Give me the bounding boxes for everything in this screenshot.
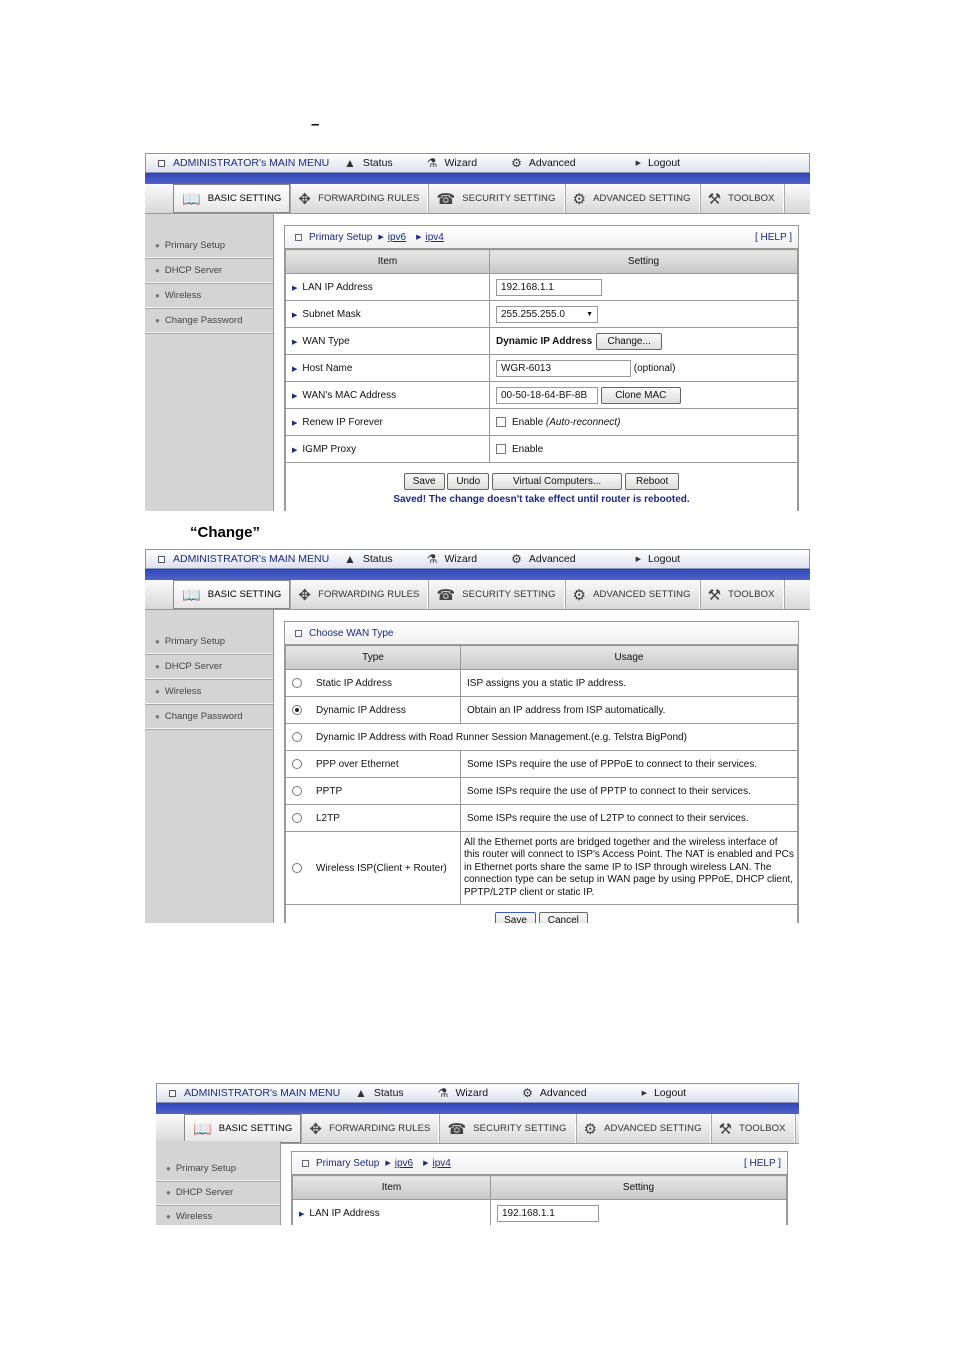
primary-setup-panel [291, 1151, 788, 1225]
table-row: ▶ Host Name WGR-6013 (optional) [286, 355, 798, 382]
sidebar-item-wireless[interactable]: ● Wireless [145, 679, 273, 704]
sidebar [145, 610, 274, 923]
status-link[interactable]: ▲ Status [355, 1086, 404, 1100]
toolbox-icon: ⚒ [707, 190, 722, 208]
logout-arrow-icon: ▶ [635, 160, 641, 167]
sidebar-item-primary-setup[interactable]: ● Primary Setup [145, 629, 273, 654]
status-link[interactable]: ▲ Status [344, 552, 393, 566]
table-row: L2TP Some ISPs require the use of L2TP to connect to their services. [286, 805, 798, 832]
advanced-link[interactable]: ⚙ Advanced [522, 1086, 587, 1100]
tab-bar [156, 1114, 799, 1144]
main-menu-title: ADMINISTRATOR's MAIN MENU [158, 553, 344, 565]
table-row [286, 463, 798, 512]
clone-mac-button[interactable]: Clone MAC [601, 387, 681, 404]
sidebar-item-change-password[interactable]: ● Change Password [145, 704, 273, 729]
status-icon: ▲ [344, 156, 356, 170]
tab-advanced-setting[interactable]: ⚙ ADVANCED SETTING [565, 184, 700, 213]
wizard-icon: ⚗ [426, 552, 438, 566]
host-name-input[interactable]: WGR-6013 [496, 360, 631, 377]
tab-basic-setting[interactable]: 📖 BASIC SETTING [173, 580, 290, 609]
primary-setup-table [285, 249, 798, 511]
breadcrumb: Primary Setup ▶ ipv6 ▶ ipv4 [ HELP ] [285, 226, 798, 249]
main-menu-title: ADMINISTRATOR's MAIN MENU [158, 157, 344, 169]
advanced-setting-icon: ⚙ [572, 586, 587, 604]
sidebar-item-dhcp-server[interactable]: ● DHCP Server [145, 258, 273, 283]
table-row: ▶ IGMP Proxy Enable [286, 436, 798, 463]
table-row: PPP over Ethernet Some ISPs require the use of PPPoE to connect to their services. [286, 751, 798, 778]
toolbox-icon: ⚒ [718, 1120, 733, 1138]
main-menu-title: ADMINISTRATOR's MAIN MENU [169, 1087, 355, 1099]
table-row [286, 905, 798, 924]
tab-forwarding-rules[interactable]: ✥ FORWARDING RULES [290, 580, 428, 609]
col-setting: Setting [490, 250, 798, 274]
save-button[interactable]: Save [404, 473, 445, 490]
status-icon: ▲ [344, 552, 356, 566]
blue-band [156, 1103, 799, 1114]
radio-pptp[interactable] [292, 786, 302, 796]
menu-square-icon [169, 1090, 176, 1097]
book-icon: 📖 [193, 1120, 212, 1138]
tab-security-setting[interactable]: ☎ SECURITY SETTING [428, 580, 564, 609]
tab-advanced-setting[interactable]: ⚙ ADVANCED SETTING [565, 580, 700, 609]
logout-link[interactable]: ▶ Logout [635, 553, 681, 565]
tab-bar [145, 184, 810, 214]
top-menu-bar [145, 153, 810, 173]
wan-type-panel [284, 621, 799, 923]
undo-button[interactable]: Undo [447, 473, 489, 490]
table-row: ▶ Subnet Mask 255.255.255.0 ▼ [286, 301, 798, 328]
logout-arrow-icon: ▶ [641, 1090, 647, 1097]
radio-l2tp[interactable] [292, 813, 302, 823]
radio-wireless-isp[interactable] [292, 863, 302, 873]
tab-toolbox[interactable]: ⚒ TOOLBOX [700, 184, 784, 213]
menu-square-icon [158, 556, 165, 563]
col-usage: Usage [461, 646, 798, 670]
radio-static-ip[interactable] [292, 678, 302, 688]
sidebar [156, 1141, 281, 1225]
wizard-icon: ⚗ [426, 156, 438, 170]
table-row: Dynamic IP Address with Road Runner Session Management.(e.g. Telstra BigPond) [286, 724, 798, 751]
lan-ip-input[interactable]: 192.168.1.1 [497, 1205, 599, 1222]
virtual-computers-button[interactable]: Virtual Computers... [492, 473, 622, 490]
table-row: ▶ WAN Type Dynamic IP Address Change... [286, 328, 798, 355]
wan-type-table [285, 645, 798, 923]
security-icon: ☎ [436, 190, 456, 208]
advanced-setting-icon: ⚙ [583, 1120, 598, 1138]
advanced-icon: ⚙ [511, 552, 522, 566]
table-row: Static IP Address ISP assigns you a static IP address. [286, 670, 798, 697]
tab-security-setting[interactable]: ☎ SECURITY SETTING [439, 1114, 575, 1143]
igmp-proxy-checkbox[interactable] [496, 444, 506, 454]
table-row: PPTP Some ISPs require the use of PPTP to connect to their services. [286, 778, 798, 805]
help-link[interactable]: [ HELP ] [754, 231, 792, 243]
mac-address-input[interactable]: 00-50-18-64-BF-8B [496, 387, 598, 404]
table-row: ▶ LAN IP Address 192.168.1.1 [293, 1200, 787, 1226]
forwarding-icon: ✥ [298, 190, 312, 208]
wizard-link[interactable]: ⚗ Wizard [426, 552, 478, 566]
ipv6-link[interactable]: ipv6 [394, 1157, 414, 1169]
sidebar [145, 214, 274, 511]
status-icon: ▲ [355, 1086, 367, 1100]
toolbox-icon: ⚒ [707, 586, 722, 604]
screenshot-primary-setup-cropped [156, 1083, 799, 1225]
saved-message: Saved! The change doesn't take effect until router is rebooted. [393, 494, 690, 505]
blue-band [145, 173, 810, 184]
ipv4-link[interactable]: ipv4 [425, 231, 444, 243]
renew-ip-checkbox[interactable] [496, 417, 506, 427]
sidebar-item-change-password[interactable]: ● Change Password [145, 308, 273, 333]
status-link[interactable]: ▲ Status [344, 156, 393, 170]
tab-advanced-setting[interactable]: ⚙ ADVANCED SETTING [576, 1114, 711, 1143]
col-item: Item [293, 1176, 491, 1200]
tab-forwarding-rules[interactable]: ✥ FORWARDING RULES [290, 184, 428, 213]
logout-link[interactable]: ▶ Logout [641, 1087, 687, 1099]
radio-dynamic-ip[interactable] [292, 705, 302, 715]
wizard-link[interactable]: ⚗ Wizard [437, 1086, 489, 1100]
security-icon: ☎ [436, 586, 456, 604]
table-row: Dynamic IP Address Obtain an IP address from ISP automatically. [286, 697, 798, 724]
col-item: Item [286, 250, 490, 274]
advanced-link[interactable]: ⚙ Advanced [511, 552, 576, 566]
radio-road-runner[interactable] [292, 732, 302, 742]
subnet-mask-select[interactable]: 255.255.255.0 ▼ [496, 306, 598, 323]
advanced-icon: ⚙ [511, 156, 522, 170]
table-row: Wireless ISP(Client + Router) All the Ethernet ports are bridged together and the wireless interface of this router will connect to ISP's Access Point. The NAT is enabled and PCs in Ethernet ports share the same IP to ISP through wireless LAN. The connection type can be setup in WAN page by using PPPoE, DHCP client, PPTP/L2TP client or static IP. [286, 832, 798, 905]
primary-setup-panel [284, 225, 799, 511]
table-row: ▶ LAN IP Address 192.168.1.1 [286, 274, 798, 301]
sidebar-item-wireless[interactable]: ● Wireless [156, 1205, 280, 1225]
tab-bar [145, 580, 810, 610]
table-row: ▶ WAN's MAC Address 00-50-18-64-BF-8B Clone MAC [286, 382, 798, 409]
doc-fragment-dash: – [311, 116, 320, 133]
advanced-setting-icon: ⚙ [572, 190, 587, 208]
top-menu-bar [156, 1083, 799, 1103]
primary-setup-table [292, 1175, 787, 1225]
forwarding-icon: ✥ [309, 1120, 323, 1138]
sidebar-item-primary-setup[interactable]: ● Primary Setup [156, 1157, 280, 1181]
cancel-button[interactable]: Cancel [539, 912, 588, 923]
doc-fragment-change: “Change” [190, 524, 261, 541]
tab-basic-setting[interactable]: 📖 BASIC SETTING [173, 184, 290, 213]
lan-ip-input[interactable]: 192.168.1.1 [496, 279, 602, 296]
forwarding-icon: ✥ [298, 586, 312, 604]
help-link[interactable]: [ HELP ] [743, 1157, 781, 1169]
sidebar-item-wireless[interactable]: ● Wireless [145, 283, 273, 308]
book-icon: 📖 [182, 190, 201, 208]
blue-band [145, 569, 810, 580]
screenshot-choose-wan-type [145, 549, 810, 923]
sidebar-item-dhcp-server[interactable]: ● DHCP Server [156, 1181, 280, 1205]
tab-toolbox[interactable]: ⚒ TOOLBOX [711, 1114, 795, 1143]
security-icon: ☎ [447, 1120, 467, 1138]
tab-basic-setting[interactable]: 📖 BASIC SETTING [184, 1114, 301, 1143]
logout-arrow-icon: ▶ [635, 556, 641, 563]
sidebar-item-dhcp-server[interactable]: ● DHCP Server [145, 654, 273, 679]
screenshot-primary-setup [145, 153, 810, 511]
tab-forwarding-rules[interactable]: ✥ FORWARDING RULES [301, 1114, 439, 1143]
reboot-button[interactable]: Reboot [625, 473, 679, 490]
ipv6-link[interactable]: ipv6 [387, 231, 407, 243]
wizard-link[interactable]: ⚗ Wizard [426, 156, 478, 170]
wizard-icon: ⚗ [437, 1086, 449, 1100]
book-icon: 📖 [182, 586, 201, 604]
sidebar-item-primary-setup[interactable]: ● Primary Setup [145, 233, 273, 258]
tab-security-setting[interactable]: ☎ SECURITY SETTING [428, 184, 564, 213]
breadcrumb: Primary Setup ▶ ipv6 ▶ ipv4 [ HELP ] [292, 1152, 787, 1175]
ipv4-link[interactable]: ipv4 [432, 1157, 451, 1169]
panel-title: Choose WAN Type [285, 622, 798, 645]
advanced-link[interactable]: ⚙ Advanced [511, 156, 576, 170]
menu-square-icon [158, 160, 165, 167]
radio-pppoe[interactable] [292, 759, 302, 769]
advanced-icon: ⚙ [522, 1086, 533, 1100]
change-button[interactable]: Change... [596, 333, 662, 350]
tab-toolbox[interactable]: ⚒ TOOLBOX [700, 580, 784, 609]
table-row: ▶ Renew IP Forever Enable (Auto-reconnect) [286, 409, 798, 436]
chevron-down-icon: ▼ [586, 310, 593, 318]
col-type: Type [286, 646, 461, 670]
col-setting: Setting [491, 1176, 787, 1200]
save-button[interactable]: Save [495, 912, 536, 923]
top-menu-bar [145, 549, 810, 569]
logout-link[interactable]: ▶ Logout [635, 157, 681, 169]
